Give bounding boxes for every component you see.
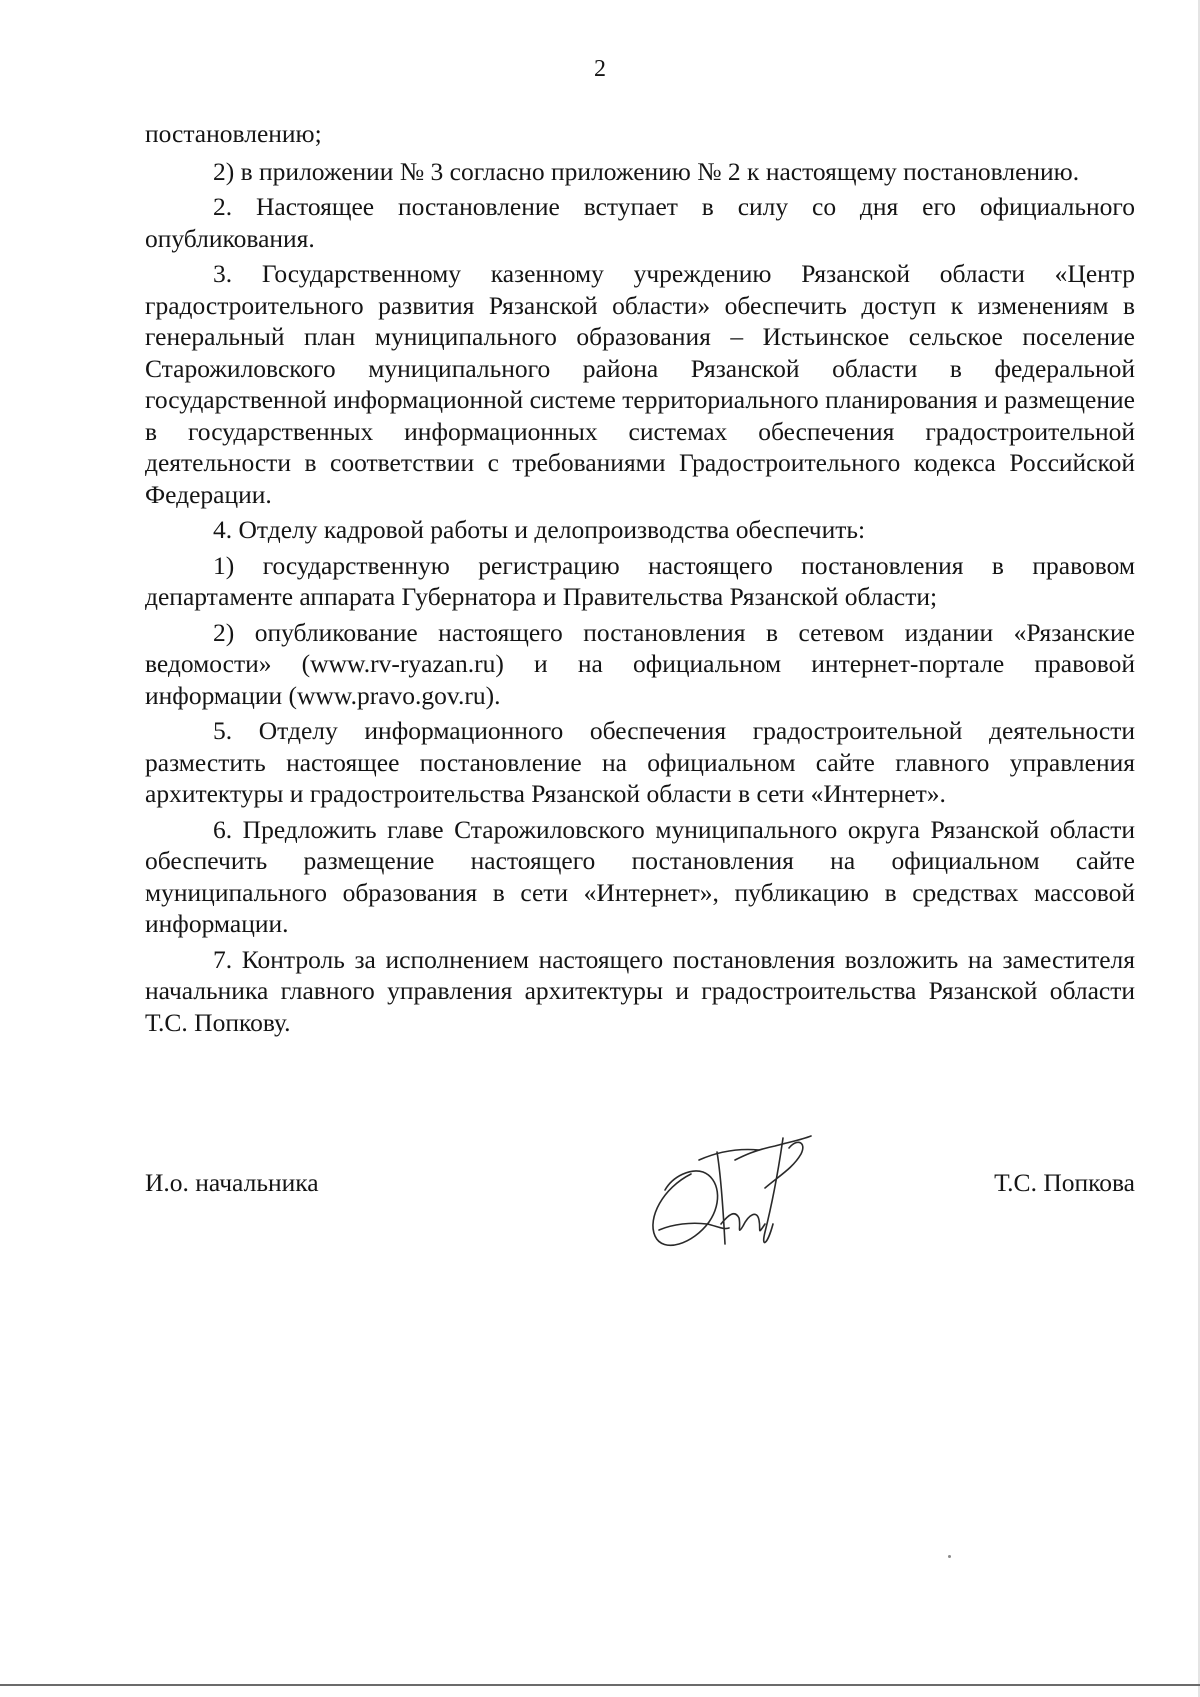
handwritten-signature <box>633 1126 823 1266</box>
paragraph-item-4: 4. Отделу кадровой работы и делопроизводства обеспечить: <box>213 515 866 544</box>
paragraph-item-7: 7. Контроль за исполнением настоящего постановления возложить на заместителя начальника главного управления архитектуры и градостроительства Рязанской области Т.С. Попкову. <box>145 944 1135 1037</box>
signatory-name: Т.С. Попкова <box>994 1168 1135 1197</box>
paragraph-continuation: постановлению; <box>145 119 322 148</box>
paragraph-item-3: 3. Государственному казенному учреждению Рязанской области «Центр градостроительного развития Рязанской области» обеспечить доступ к изменениям в генеральный план муниципального образования – Истьинское сельское поселение Старожиловского муниципального района Рязанской области в федеральной государственной информационной системе территориального планирования и размещение в государственных информационных системах обеспечения градостроительной деятельности в соответствии с требованиями Градостроительного кодекса Российской Федерации. <box>145 259 1135 509</box>
paragraph-item-4-sub-1: 1) государственную регистрацию настоящего постановления в правовом департаменте аппарата Губернатора и Правительства Рязанской области; <box>145 550 1135 611</box>
scan-artifact <box>948 1555 951 1558</box>
scan-bottom-line <box>0 1684 1200 1686</box>
paragraph-subitem-2: 2) в приложении № 3 согласно приложению № 2 к настоящему постановлению. <box>213 156 1080 186</box>
signatory-position: И.о. начальника <box>145 1168 319 1197</box>
document-body <box>145 118 1135 1042</box>
page-number: 2 <box>594 56 606 82</box>
paragraph-item-2: 2. Настоящее постановление вступает в силу со дня его официального опубликования. <box>145 192 1135 253</box>
paragraph-item-5: 5. Отделу информационного обеспечения градостроительной деятельности разместить настоящее постановление на официальном сайте главного управления архитектуры и градостроительства Рязанской области в сети «Интернет». <box>145 716 1135 808</box>
paragraph-item-6: 6. Предложить главе Старожиловского муниципального округа Рязанской области обеспечить размещение настоящего постановления на официальном сайте муниципального образования в сети «Интернет», публикацию в средствах массовой информации. <box>145 814 1135 938</box>
signature-block <box>145 1168 1135 1278</box>
paragraph-item-4-sub-2: 2) опубликование настоящего постановления в сетевом издании «Рязанские ведомости» (www.rv-ryazan.ru) и на официальном интернет-портале правовой информации (www.pravo.gov.ru). <box>145 617 1135 710</box>
